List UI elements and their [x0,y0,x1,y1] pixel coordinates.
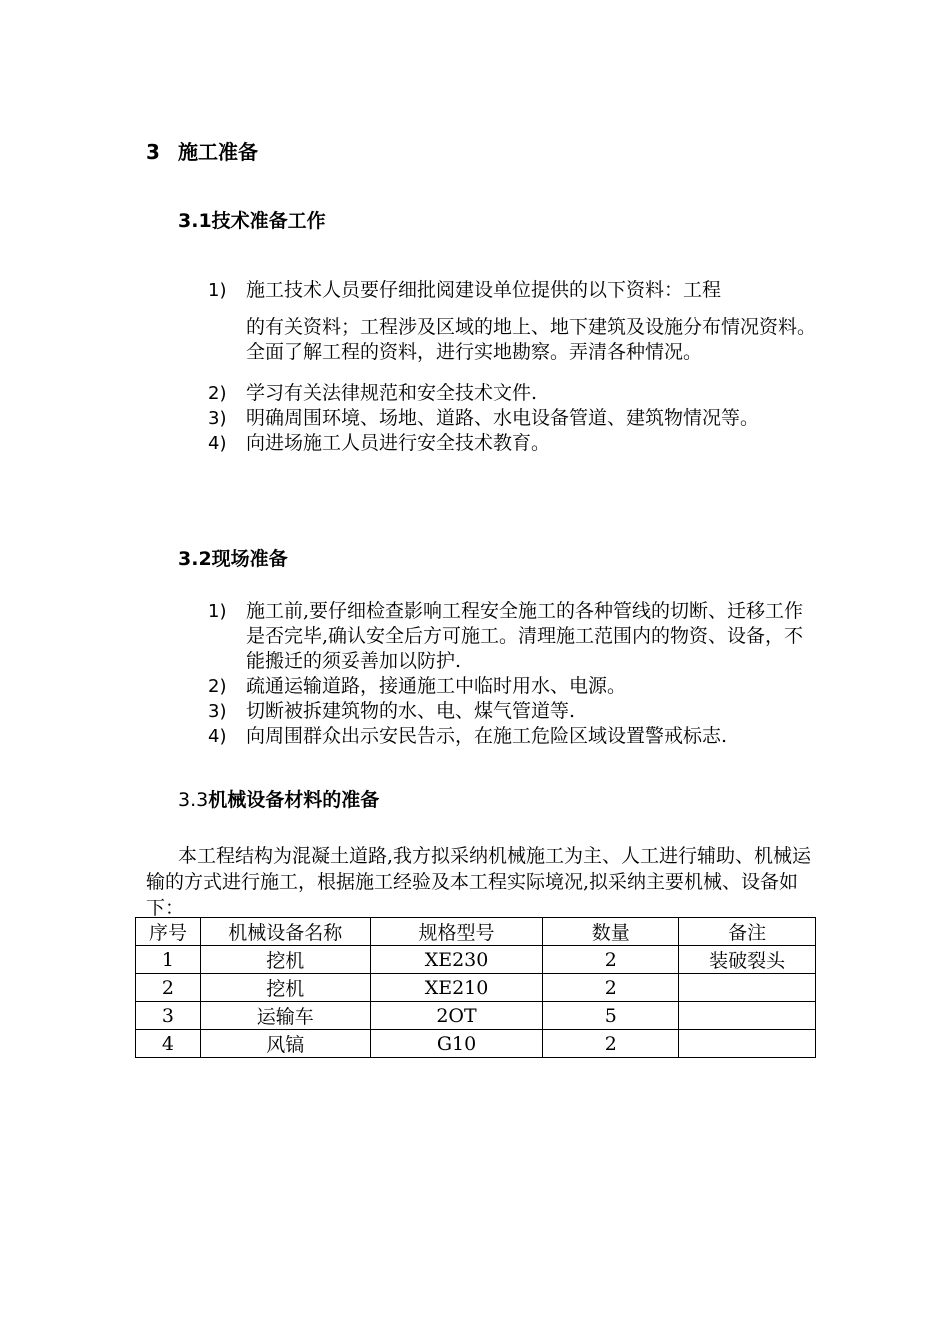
column-header: 序号 [136,918,201,946]
table-row [136,1002,816,1030]
table-cell: 装破裂头 [679,946,816,974]
site-prep-list [208,599,820,749]
subsection-title-3-3 [178,785,379,812]
table-row [136,974,816,1002]
column-header: 备注 [679,918,816,946]
list-item [208,431,820,456]
column-header: 数量 [543,918,679,946]
table-cell: 1 [136,946,201,974]
table-cell: XE230 [370,946,543,974]
table-cell: G10 [370,1030,543,1058]
list-item-text: 施工技术人员要仔细批阅建设单位提供的以下资料：工程 [246,279,722,301]
list-item-text: 学习有关法律规范和安全技术文件. [246,382,538,404]
equipment-intro-paragraph: 本工程结构为混凝土道路,我方拟采纳机械施工为主、人工进行辅助、机械运输的方式进行施工，根据施工经验及本工程实际境况,拟采纳主要机械、设备如下： [146,845,812,919]
list-item-text: 切断被拆建筑物的水、电、煤气管道等. [246,700,576,722]
subsection-title-3-2: 3.2现场准备 [178,548,288,570]
list-marker: 3) [208,701,227,722]
list-marker: 2) [208,383,227,404]
table-cell: 挖机 [200,946,370,974]
list-marker: 2) [208,676,227,697]
list-item-text: 的有关资料；工程涉及区域的地上、地下建筑及设施分布情况资料。全面了解工程的资料，进行实地勘察。弄清各种情况。 [246,316,817,363]
list-marker: 4) [208,433,227,454]
table-cell: 2 [136,974,201,1002]
section-title: 施工准备 [178,140,258,164]
table-cell: 2 [543,946,679,974]
table-cell: 2 [543,974,679,1002]
table-cell: XE210 [370,974,543,1002]
subsection-title-text: 机械设备材料的准备 [208,789,380,811]
table-cell: 2 [543,1030,679,1058]
column-header: 机械设备名称 [200,918,370,946]
list-item [208,674,820,699]
table-row [136,1030,816,1058]
table-cell [679,1002,816,1030]
table-cell: 运输车 [200,1002,370,1030]
list-item [208,724,820,749]
table-cell: 风镐 [200,1030,370,1058]
list-item-continuation [208,315,820,365]
list-item [208,381,820,406]
column-header: 规格型号 [370,918,543,946]
list-marker: 1) [208,280,227,301]
list-item-text: 向进场施工人员进行安全技术教育。 [246,432,551,454]
table-header-row [136,918,816,946]
list-item-text: 疏通运输道路，接通施工中临时用水、电源。 [246,675,627,697]
table-cell: 5 [543,1002,679,1030]
list-marker: 1) [208,601,227,622]
equipment-table [135,917,816,1058]
table-cell: 3 [136,1002,201,1030]
table-cell: 2OT [370,1002,543,1030]
list-item-text: 明确周围环境、场地、道路、水电设备管道、建筑物情况等。 [246,407,760,429]
subsection-number: 3.3 [178,789,209,811]
list-item [208,406,820,431]
table-row [136,946,816,974]
list-item [208,699,820,724]
list-marker: 4) [208,726,227,747]
table-cell [679,1030,816,1058]
list-marker: 3) [208,408,227,429]
technical-prep-list [208,278,820,456]
section-heading [146,136,258,165]
list-item [208,599,820,674]
table-cell [679,974,816,1002]
list-item-text: 向周围群众出示安民告示，在施工危险区域设置警戒标志. [246,725,728,747]
list-item-text: 施工前,要仔细检查影响工程安全施工的各种管线的切断、迁移工作是否完毕,确认安全后方可施工。清理施工范围内的物资、设备，不能搬迁的须妥善加以防护. [246,600,804,672]
table-cell: 4 [136,1030,201,1058]
list-item [208,278,820,303]
subsection-title-3-1: 3.1技术准备工作 [178,210,326,232]
table-cell: 挖机 [200,974,370,1002]
section-number: 3 [146,140,160,164]
